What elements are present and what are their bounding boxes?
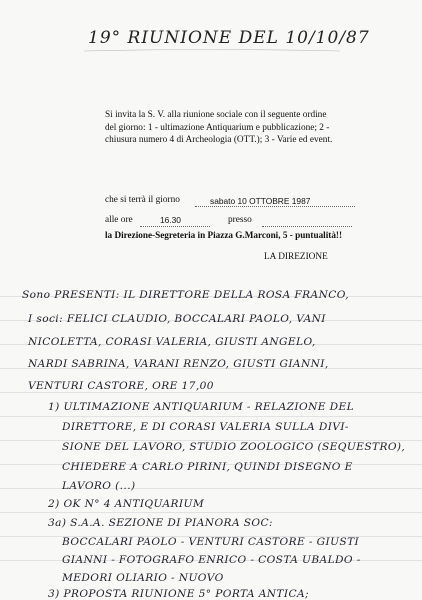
- note-line: 3a) S.A.A. SEZIONE DI PIANORA SOC:: [48, 517, 273, 529]
- note-line: NARDI SABRINA, VARANI RENZO, GIUSTI GIANNI,: [28, 358, 329, 370]
- note-line: 3) PROPOSTA RIUNIONE 5° PORTA ANTICA;: [48, 588, 310, 600]
- title-underline: [82, 48, 342, 54]
- note-line: MEDORI OLIARIO - NUOVO: [62, 572, 224, 584]
- note-line: BOCCALARI PAOLO - VENTURI CASTORE - GIUSTI: [62, 536, 360, 548]
- paper-rule: [0, 416, 422, 417]
- time-rule: [140, 226, 210, 227]
- invitation-text: [105, 109, 332, 147]
- note-line: GIANNI - FOTOGRAFO ENRICO - COSTA UBALDO -: [62, 554, 361, 566]
- note-line: NICOLETTA, CORASI VALERIA, GIUSTI ANGELO,: [28, 336, 316, 348]
- invitation-line: del giorno: 1 - ultimazione Antiquarium e pubblicazione; 2 -: [105, 122, 330, 133]
- place-line: la Direzione-Segreteria in Piazza G.Marconi, 5 - puntualità!!: [105, 230, 343, 240]
- note-line: LAVORO (...): [62, 480, 136, 492]
- date-rule: [195, 206, 355, 207]
- note-line: SIONE DEL LAVORO, STUDIO ZOOLOGICO (SEQUESTRO),: [62, 441, 406, 453]
- place-rule: [262, 226, 352, 227]
- paper-rule: [0, 392, 422, 393]
- note-line: VENTURI CASTORE, ORE 17,00: [28, 380, 214, 392]
- date-label: che si terrà il giorno: [105, 195, 180, 205]
- time-value: 16.30: [160, 215, 181, 225]
- handwritten-title: 19° RIUNIONE DEL 10/10/87: [88, 28, 370, 48]
- date-value: sabato 10 OTTOBRE 1987: [210, 196, 311, 206]
- signature: LA DIREZIONE: [264, 252, 328, 262]
- note-line: Sono PRESENTI: IL DIRETTORE DELLA ROSA FRANCO,: [22, 289, 349, 301]
- paper-rule: [0, 512, 422, 513]
- note-line: 2) OK N° 4 ANTIQUARIUM: [48, 498, 205, 510]
- invitation-line: chiusura numero 4 di Archeologia (OTT.); 3 - Varie ed event.: [105, 135, 333, 145]
- note-line: CHIEDERE A CARLO PIRINI, QUINDI DISEGNO E: [62, 461, 353, 473]
- note-line: 1) ULTIMAZIONE ANTIQUARIUM - RELAZIONE DEL: [48, 401, 355, 413]
- note-line: DIRETTORE, E DI CORASI VALERIA SULLA DIVI-: [62, 421, 349, 433]
- time-label: alle ore: [105, 215, 133, 225]
- place-label: presso: [228, 215, 252, 225]
- note-line: I soci: FELICI CLAUDIO, BOCCALARI PAOLO, VANI: [28, 313, 326, 325]
- invitation-line: Si invita la S. V. alla riunione sociale con il seguente ordine: [105, 110, 327, 120]
